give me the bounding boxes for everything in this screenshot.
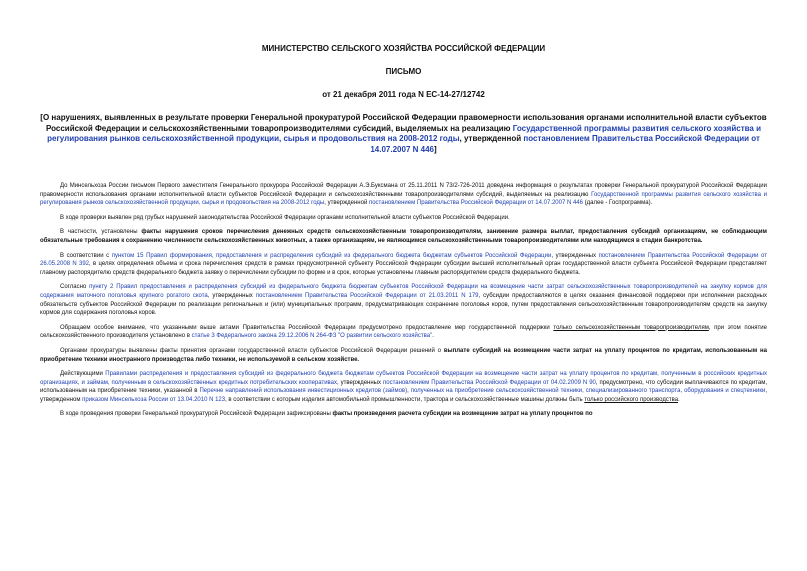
subject-link-postanovlenie[interactable]: постановлением Правительства Российской Федерации от 14.07.2007 N 446 (370, 134, 760, 154)
p8-link-prikaz-123[interactable]: приказом Минсельхоза России от 13.04.2010 N 123 (82, 396, 226, 403)
p7-text-a: Органами прокуратуры выявлены факты принятия органами государственной власти субъектов Российской Федерации решений о (60, 347, 444, 354)
p5-link-punkt-2[interactable]: пункту 2 Правил предоставления и распределения субсидий из федерального бюджета бюджетам субъектов Российской Федерации на возмещение части затрат сельскохозяйственных товаропроизводителей на закупку кормов для содержания маточного поголовья крупного рогатого скота (40, 284, 767, 299)
p4-text-a: В соответствии с (60, 252, 112, 259)
p9-text-a: В ходе проведения проверки Генеральной прокуратурой Российской Федерации зафиксированы (60, 411, 333, 418)
p8-text-f: . (678, 396, 680, 403)
p8-underlined: только российского производства (584, 396, 679, 403)
p8-link-pravila[interactable]: Правилами распределения и предоставления субсидий из федерального бюджета бюджетам субъектов Российской Федерации на возмещение части затрат на уплату процентов по кредитам, полученным в российских кредитных организациях, и займам, полученным в сельскохозяйственных кредитных потребительских кооперативах (40, 371, 767, 386)
p7-bold: выплате субсидий на возмещение части затрат на уплату процентов по кредитам, использованным на приобретение техники иностранного производства либо техники, не используемой в сельском хозяйстве. (40, 347, 767, 363)
p4-link-punkt-15[interactable]: пунктом 15 Правил формирования, предоставления и распределения субсидий из федерального бюджета бюджетам субъектов Российской Федерации (111, 252, 552, 259)
p4-text-b: , утвержденных (551, 252, 599, 259)
paragraph-7 (40, 347, 767, 364)
p5-link-postanovlenie-179[interactable]: постановлением Правительства Российской Федерации от 21.03.2011 N 179 (255, 292, 479, 299)
p5-text-c: , субсидии предоставляются в целях оказания финансовой поддержки при исполнении расходных обязательств субъектов Российской Федерации по реализации региональных и (или) муниципальных программ, предусматривающих сохранение поголовья коров, путем предоставления сельскохозяйственным товаропроизводителям средств на закупку кормов для содержания поголовья коров. (40, 292, 767, 317)
subject-text-2: , утвержденной (459, 134, 524, 143)
ministry-heading: МИНИСТЕРСТВО СЕЛЬСКОГО ХОЗЯЙСТВА РОССИЙСКОЙ ФЕДЕРАЦИИ (261, 44, 546, 53)
subject-text-3: ] (433, 144, 437, 154)
date-number: от 21 декабря 2011 года N ЕС-14-27/12742 (322, 90, 485, 99)
p1-text-a: До Минсельхоза России письмом Первого заместителя Генерального прокурора Российской Федерации А.Э.Буксмана от 25.11.2011 N 73/2-726-2011 доведена информация о результатах проверки Генеральной прокуратурой Российской Федерации правомерности использования органами исполнительной власти субъектов Российской Федерации и сельскохозяйственными товаропроизводителями субсидий, выделяемых на реализацию (40, 183, 767, 198)
paragraph-2: В ходе проверки выявлен ряд грубых нарушений законодательства Российской Федерации органами исполнительной власти субъектов Российской Федерации. (60, 214, 510, 221)
document-body (36, 182, 771, 419)
p8-link-postanovlenie-90[interactable]: постановлением Правительства Российской Федерации от 04.02.2009 N 90 (382, 379, 596, 386)
paragraph-5 (40, 283, 767, 317)
p8-text-c: , предусмотрено, что субсидии выплачиваются по кредитам, использованным на приобретение техники, указанной в (40, 379, 767, 395)
p8-text-a: Действующими (60, 371, 106, 378)
p5-text-b: , утвержденных (207, 292, 256, 299)
p8-text-d: , утвержденном (40, 388, 767, 403)
subject-text-1: [О нарушениях, выявленных в результате проверки Генеральной прокуратурой Российской Федерации правомерности использования органами исполнительной власти субъектов Российской Федерации и сельскохозяйственными товаропроизводителями субсидий, выделяемых на реализацию (40, 113, 767, 133)
paragraph-6 (40, 324, 767, 341)
p4-text-c: , в целях определения объема и срока перечисления средств в рамках предусмотренной субъекту Российской Федерации субсидии высший исполнительный орган государственной власти субъекта Российской Федерации представляет главному распорядителю средств федерального бюджета заявку о перечислении субсидии по форме и в срок, которые установлены главным распорядителем средств федерального бюджета. (40, 261, 767, 276)
p3-bold: факты нарушения сроков перечисления денежных средств сельскохозяйственным товаропроизводителям, занижение размера выплат, предоставления субсидий организациям, не соблюдающим обязательные требования к сохранению численности сельскохозяйственных животных, а также организациям, не являющимся сельскохозяйственными товаропроизводителями или находящимся в стадии банкротства. (40, 229, 767, 244)
p1-text-b: , утвержденной (324, 200, 369, 207)
p1-link-postanovlenie[interactable]: постановлением Правительства Российской Федерации от 14.07.2007 N 446 (368, 200, 583, 207)
paragraph-1 (40, 182, 767, 208)
p6-text-a: Обращаем особое внимание, что указанными выше актами Правительства Российской Федерации предусмотрено предоставление мер государственной поддержки (60, 324, 554, 331)
p5-text-a: Согласно (60, 284, 90, 291)
p6-underlined: только сельскохозяйственным товаропроизводителям (553, 324, 709, 331)
p1-link-gosprogramma[interactable]: Государственной программы развития сельского хозяйства и регулирования рынков сельскохозяйственной продукции, сырья и продовольствия на 2008-2012 годы (40, 191, 767, 207)
paragraph-8 (40, 370, 767, 404)
p6-text-c: . (432, 333, 434, 340)
p6-text-b: , при этом понятие сельскохозяйственного производителя установлено в (40, 324, 767, 340)
p8-link-perechen[interactable]: Перечне направлений использования инвестиционных кредитов (займов), полученных на приобретение сельскохозяйственной техники, специализированного транспорта, оборудования и спецтехники (199, 388, 766, 395)
document-subject (36, 113, 771, 155)
paragraph-9 (40, 410, 767, 419)
p4-link-postanovlenie-392[interactable]: постановлением Правительства Российской Федерации от 26.05.2008 N 392 (40, 252, 767, 268)
p9-bold: факты произведения расчета субсидии на возмещение затрат на уплату процентов по (332, 411, 593, 418)
subject-link-gosprogramma[interactable]: Государственной программы развития сельского хозяйства и регулирования рынков сельскохозяйственной продукции, сырья и продовольствия на 2008-2012 годы (47, 123, 762, 143)
p6-link-statya-3[interactable]: статье 3 Федерального закона 29.12.2006 N 264-ФЗ "О развитии сельского хозяйства" (191, 333, 433, 340)
p3-text-a: В частности, установлены (60, 229, 142, 236)
p8-text-e: , в соответствии с которым изделия автомобильной промышленности, трактора и сельскохозяйственные машины должны быть (225, 396, 585, 403)
p1-text-c: (далее - Госпрограмма). (583, 200, 653, 207)
document-type: ПИСЬМО (385, 67, 422, 76)
paragraph-3 (40, 228, 767, 245)
paragraph-4 (40, 252, 767, 278)
p8-text-b: , утвержденных (337, 379, 383, 386)
